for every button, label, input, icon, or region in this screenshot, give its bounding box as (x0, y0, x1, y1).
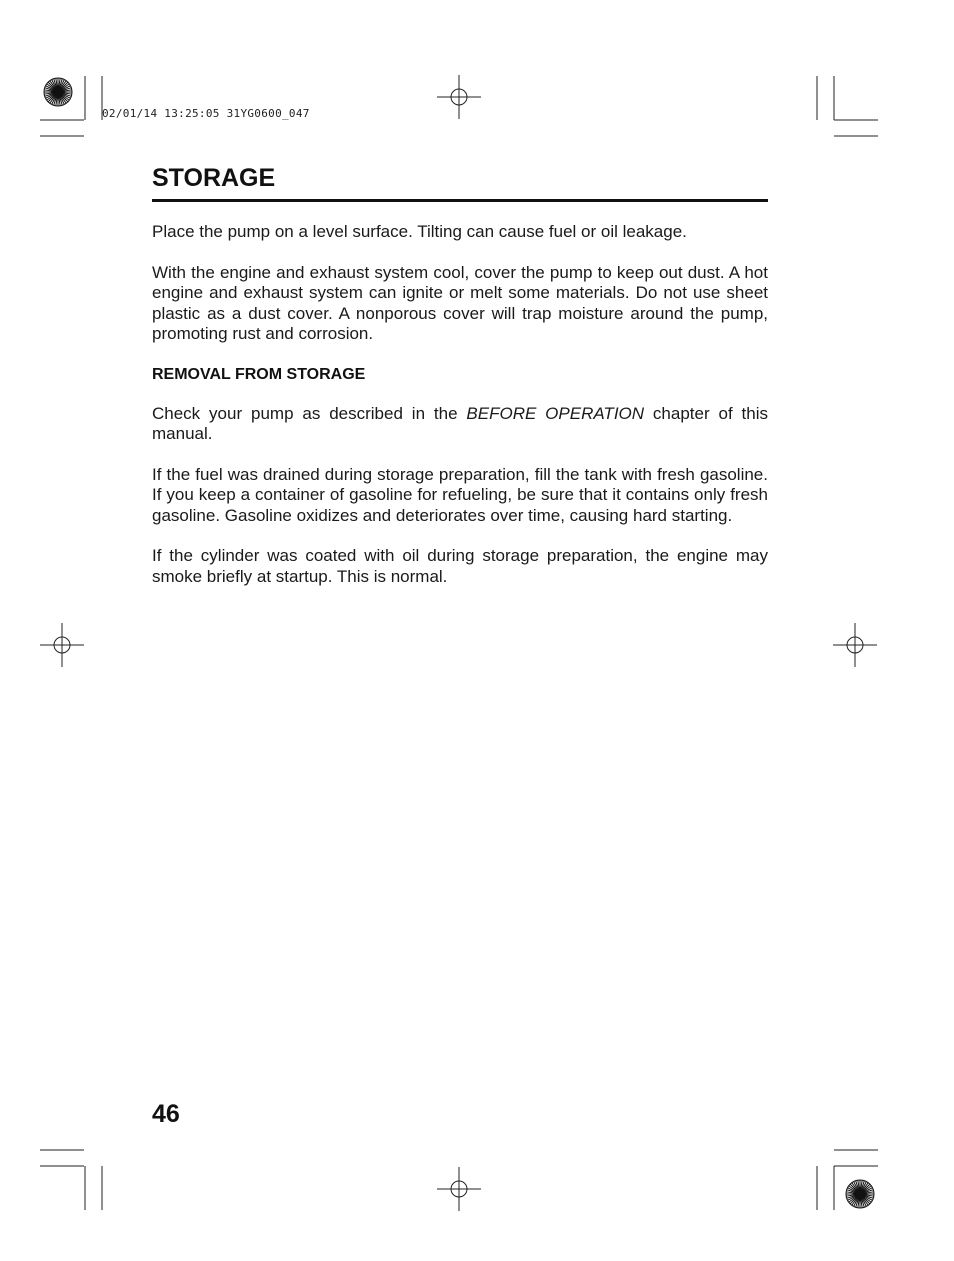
registration-sunburst-icon (846, 1180, 874, 1208)
removal-check-text-after: chapter of this manual. (152, 403, 768, 443)
crop-mark-icon (817, 76, 878, 136)
page-title: STORAGE (152, 164, 276, 192)
page-number: 46 (152, 1100, 180, 1128)
registration-crosshair-icon (437, 75, 481, 119)
title-rule (152, 199, 768, 202)
removal-paragraph-check (152, 404, 768, 445)
registration-crosshair-icon (40, 623, 84, 667)
registration-crosshair-icon (833, 623, 877, 667)
chapter-reference: BEFORE OPERATION (466, 403, 645, 423)
print-info: 02/01/14 13:25:05 31YG0600_047 (102, 107, 310, 120)
subsection-title: REMOVAL FROM STORAGE (152, 365, 366, 383)
removal-paragraph-cylinder: If the cylinder was coated with oil during storage preparation, the engine may smoke briefly at startup. This is normal. (152, 546, 768, 586)
crop-mark-icon (40, 1150, 102, 1210)
registration-sunburst-icon (44, 78, 72, 106)
removal-paragraph-fuel: If the fuel was drained during storage preparation, fill the tank with fresh gasoline. If you keep a container of gasoline for refueling, be sure that it contains only fresh gasoline. Gasoline oxidizes and deteriorates over time, causing hard starting. (152, 464, 768, 525)
storage-paragraph-level: Place the pump on a level surface. Tilting can cause fuel or oil leakage. (152, 222, 687, 241)
storage-paragraph-cover: With the engine and exhaust system cool, cover the pump to keep out dust. A hot engine and exhaust system can ignite or melt some materials. Do not use sheet plastic as a dust cover. A nonporous cover will trap moisture around the pump, promoting rust and corrosion. (152, 262, 768, 343)
removal-check-text-before: Check your pump as described in the (152, 403, 467, 423)
crop-mark-icon (40, 76, 102, 136)
page-content (152, 222, 768, 607)
registration-crosshair-icon (437, 1167, 481, 1211)
